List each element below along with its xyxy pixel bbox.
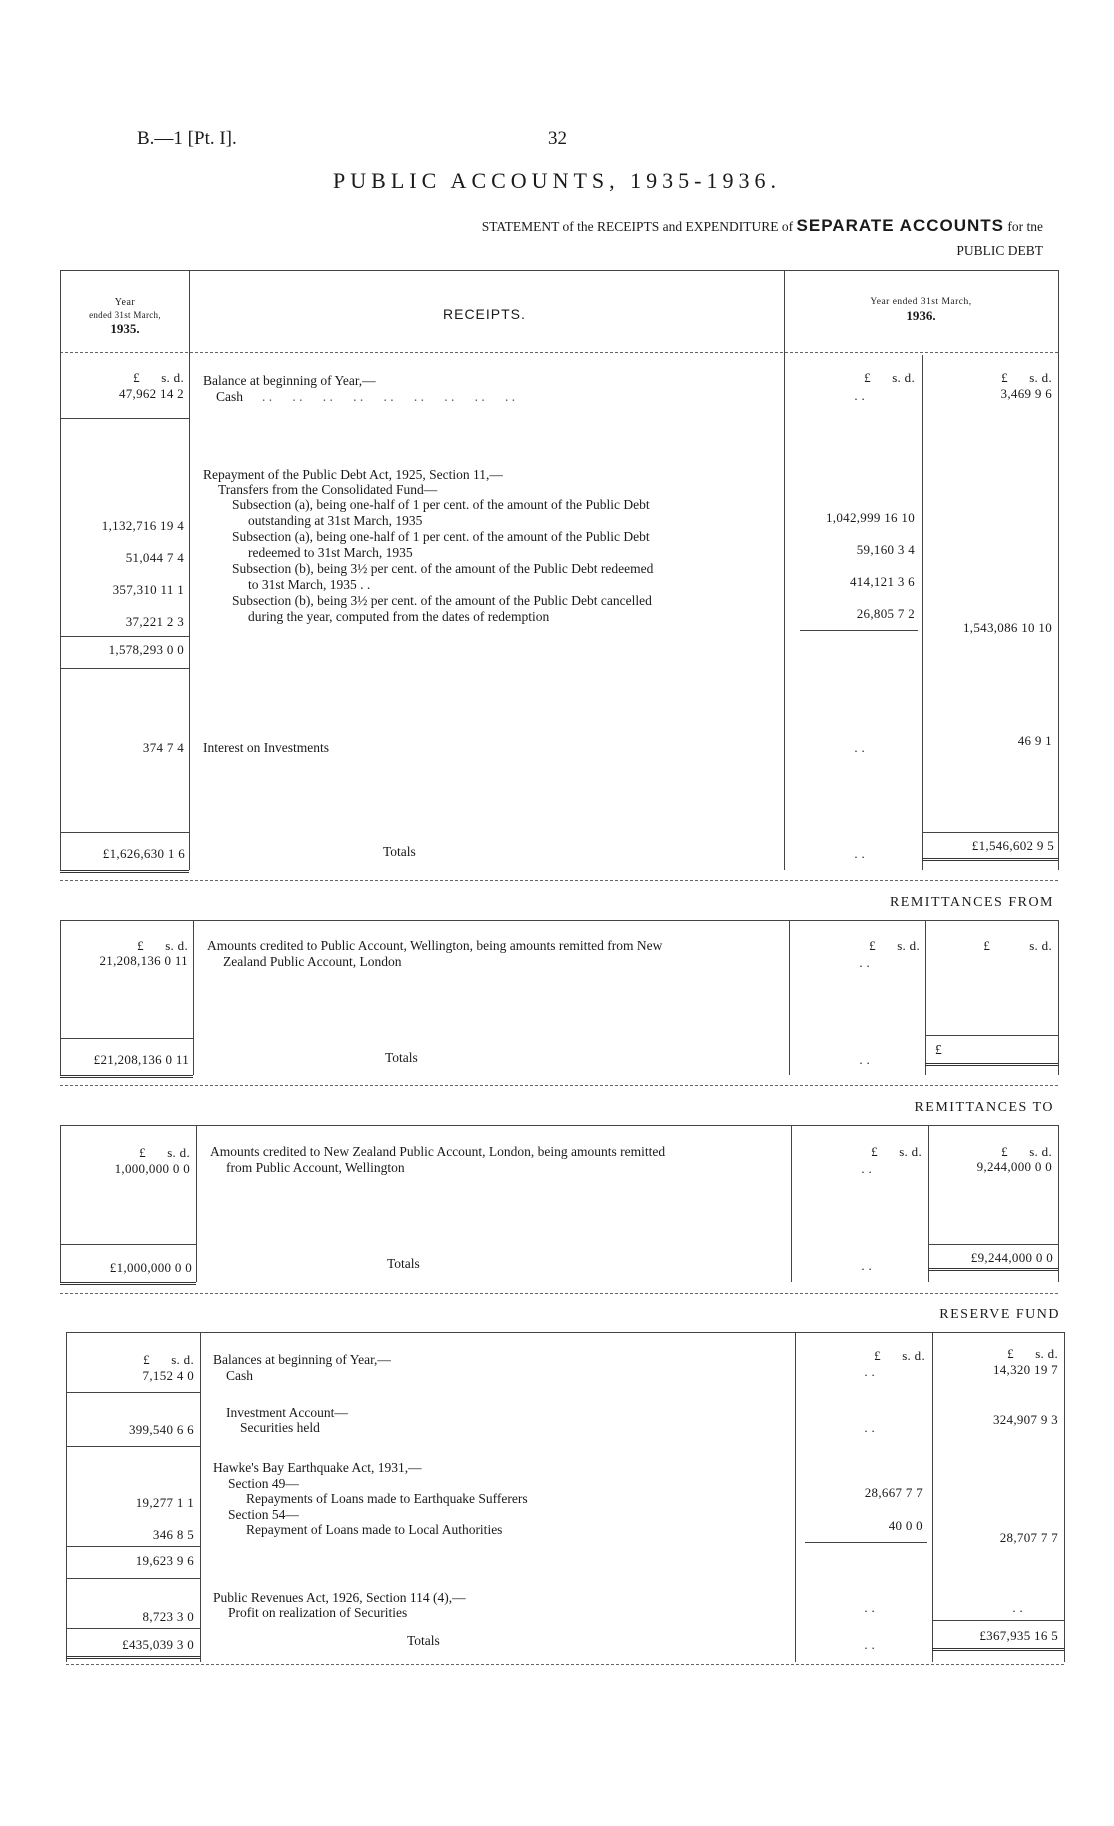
remit-from-line1: Amounts credited to Public Account, Wellington, being amounts remitted from New	[207, 938, 663, 953]
sd-unit: s. d.	[165, 938, 188, 953]
row-rule	[66, 1578, 200, 1579]
totals-rule	[60, 1038, 193, 1039]
sufferers-label: Repayments of Loans made to Earthquake Sufferers	[246, 1491, 528, 1506]
securities-label: Securities held	[240, 1420, 320, 1435]
sd-unit: s. d.	[899, 1144, 922, 1159]
balances-label: Balances at beginning of Year,—	[213, 1352, 391, 1367]
balance-label: Balance at beginning of Year,—	[203, 373, 376, 388]
unit-header	[932, 1144, 1052, 1160]
unit-header	[64, 370, 184, 386]
totals-label: Totals	[407, 1633, 440, 1648]
profit-1935: 8,723 3 0	[142, 1609, 194, 1624]
unit-header	[64, 938, 188, 954]
totals-double-rule	[928, 1268, 1058, 1271]
pound-unit: £	[139, 1145, 146, 1160]
nil-marker: . .	[1012, 1600, 1023, 1615]
sd-unit: s. d.	[171, 1352, 194, 1367]
item-1936: 59,160 3 4	[856, 542, 915, 557]
sd-unit: s. d.	[161, 370, 184, 385]
statement-bold: SEPARATE ACCOUNTS	[796, 216, 1005, 235]
nil-marker: . .	[854, 740, 865, 755]
pound-unit: £	[864, 370, 871, 385]
cash-1936: 14,320 19 7	[992, 1362, 1058, 1377]
item-line2: redeemed to 31st March, 1935	[248, 545, 413, 560]
statement-heading	[482, 214, 1043, 263]
col-divider	[60, 1125, 61, 1282]
pound-unit: £	[133, 370, 140, 385]
right-year-line1: Year ended 31st March,	[870, 297, 972, 307]
item-1935: 357,310 11 1	[112, 582, 184, 597]
left-year-line1: Year	[114, 297, 136, 308]
section-title-remittances-to: REMITTANCES TO	[914, 1100, 1054, 1115]
col-divider	[789, 920, 790, 1075]
table-top-rule	[66, 1332, 1064, 1333]
transfers-label: Transfers from the Consolidated Fund—	[218, 482, 438, 497]
sufferers-1935: 19,277 1 1	[135, 1495, 194, 1510]
col-divider	[196, 1125, 197, 1282]
remit-to-totals-1936: £9,244,000 0 0	[970, 1250, 1053, 1265]
nil-marker: . .	[854, 846, 865, 861]
unit-header	[928, 370, 1052, 386]
remit-to-totals-1935: £1,000,000 0 0	[109, 1260, 192, 1275]
totals-rule	[932, 1620, 1064, 1621]
interest-1936: 46 9 1	[1017, 733, 1052, 748]
item-line2: to 31st March, 1935 . .	[248, 577, 371, 592]
investment-label: Investment Account—	[226, 1405, 348, 1420]
local-1935: 346 8 5	[152, 1527, 194, 1542]
totals-rule	[928, 1244, 1058, 1245]
col-divider	[1058, 270, 1059, 870]
totals-rule	[60, 832, 189, 833]
table-top-rule	[60, 920, 1058, 921]
interest-label: Interest on Investments	[203, 740, 329, 755]
pound-unit: £	[1001, 370, 1008, 385]
right-year-line2: 1936.	[906, 308, 936, 323]
nil-marker: . .	[864, 1637, 875, 1652]
item-line1: Subsection (b), being 3½ per cent. of the amount of the Public Debt redeemed	[232, 561, 654, 576]
row-rule	[60, 636, 189, 637]
sd-unit: s. d.	[1029, 938, 1052, 953]
unit-header	[800, 1348, 925, 1364]
totals-label: Totals	[387, 1256, 420, 1271]
document-code: B.—1 [Pt. I].	[137, 128, 237, 149]
cash-label: Cash	[216, 389, 243, 404]
col-divider	[189, 270, 190, 870]
sd-unit: s. d.	[897, 938, 920, 953]
col-divider	[60, 270, 61, 870]
totals-double-rule	[932, 1648, 1064, 1651]
balance-1935: 47,962 14 2	[118, 386, 184, 401]
section-title-reserve-fund: RESERVE FUND	[939, 1307, 1060, 1322]
unit-header	[64, 1145, 190, 1161]
pound-unit: £	[1001, 1144, 1008, 1159]
unit-header	[795, 938, 920, 954]
local-1936: 40 0 0	[888, 1518, 923, 1533]
remit-from-totals-1935: £21,208,136 0 11	[93, 1052, 189, 1067]
col-divider	[795, 1332, 796, 1662]
pound-unit: £	[869, 938, 876, 953]
totals-rule	[66, 1628, 200, 1629]
col-divider	[925, 920, 926, 1075]
remit-from-totals-1936: £	[935, 1042, 942, 1057]
section-divider	[60, 880, 1058, 881]
hawkes-total-1936: 28,707 7 7	[999, 1530, 1058, 1545]
totals-double-rule	[60, 1282, 196, 1285]
nil-marker: . .	[864, 1420, 875, 1435]
unit-header	[797, 1144, 922, 1160]
totals-1936: £1,546,602 9 5	[971, 838, 1054, 853]
totals-double-rule	[60, 1075, 193, 1078]
local-label: Repayment of Loans made to Local Authorities	[246, 1522, 503, 1537]
profit-label: Profit on realization of Securities	[228, 1605, 408, 1620]
sd-unit: s. d.	[1029, 370, 1052, 385]
right-year-header	[785, 296, 1057, 322]
col-divider	[200, 1332, 201, 1662]
col-divider	[928, 1125, 929, 1282]
remit-from-1935: 21,208,136 0 11	[99, 953, 188, 968]
section-title-remittances-from: REMITTANCES FROM	[889, 895, 1054, 910]
hawkes-total-1935: 19,623 9 6	[135, 1553, 194, 1568]
unit-header	[938, 1346, 1058, 1362]
table-top-rule	[60, 270, 1058, 271]
repayment-label: Repayment of the Public Debt Act, 1925, Section 11,—	[203, 467, 503, 482]
left-year-line2: ended 31st March,	[89, 310, 161, 320]
section-divider	[60, 1293, 1058, 1294]
left-year-line3: 1935.	[110, 321, 140, 336]
remit-to-line2: from Public Account, Wellington	[226, 1160, 405, 1175]
col-divider	[66, 1332, 67, 1662]
item-line2: outstanding at 31st March, 1935	[248, 513, 423, 528]
statement-line2: PUBLIC DEBT	[956, 243, 1043, 258]
balance-1936: 3,469 9 6	[1000, 386, 1052, 401]
col-divider	[791, 1125, 792, 1282]
col-divider	[922, 355, 923, 870]
item-1935: 1,132,716 19 4	[101, 518, 184, 533]
pound-unit: £	[137, 938, 144, 953]
nil-marker: . .	[864, 1600, 875, 1615]
col-divider	[784, 270, 785, 870]
remit-to-line1: Amounts credited to New Zealand Public Account, London, being amounts remitted	[210, 1144, 666, 1159]
revenues-label: Public Revenues Act, 1926, Section 114 (4),—	[213, 1590, 466, 1605]
totals-double-rule	[925, 1063, 1058, 1066]
pound-unit: £	[143, 1352, 150, 1367]
table-top-rule	[60, 1125, 1058, 1126]
totals-label: Totals	[383, 844, 416, 859]
totals-double-rule	[922, 858, 1058, 861]
sd-unit: s. d.	[902, 1348, 925, 1363]
page-title: PUBLIC ACCOUNTS, 1935-1936.	[333, 168, 781, 193]
row-rule	[60, 418, 189, 419]
nil-marker: . .	[859, 1052, 870, 1067]
hawkes-label: Hawke's Bay Earthquake Act, 1931,—	[213, 1460, 422, 1475]
receipts-header: RECEIPTS.	[443, 306, 526, 322]
subtotal-rule	[800, 630, 918, 631]
nil-marker: . .	[861, 1161, 872, 1176]
section-divider	[60, 1085, 1058, 1086]
sufferers-1936: 28,667 7 7	[864, 1485, 923, 1500]
remit-to-1936: 9,244,000 0 0	[976, 1159, 1052, 1174]
col-divider	[932, 1332, 933, 1662]
totals-label: Totals	[385, 1050, 418, 1065]
subtotal-rule	[805, 1542, 927, 1543]
repayment-total-1936: 1,543,086 10 10	[963, 620, 1052, 635]
item-1936: 414,121 3 6	[849, 574, 915, 589]
row-rule	[66, 1546, 200, 1547]
col-divider	[1058, 920, 1059, 1075]
cash-label: Cash	[226, 1368, 253, 1383]
item-line1: Subsection (b), being 3½ per cent. of the amount of the Public Debt cancelled	[232, 593, 652, 608]
nil-marker: . .	[864, 1364, 875, 1379]
nil-marker: . .	[854, 388, 865, 403]
totals-1935: £1,626,630 1 6	[102, 846, 185, 861]
item-line2: during the year, computed from the dates of redemption	[248, 609, 550, 624]
item-1935: 37,221 2 3	[125, 614, 184, 629]
item-line1: Subsection (a), being one-half of 1 per cent. of the amount of the Public Debt	[232, 497, 650, 512]
unit-header	[930, 938, 1052, 954]
sd-unit: s. d.	[167, 1145, 190, 1160]
totals-double-rule	[60, 870, 189, 873]
remit-from-line2: Zealand Public Account, London	[223, 954, 402, 969]
pound-unit: £	[983, 938, 991, 953]
totals-rule	[925, 1035, 1058, 1036]
reserve-totals-1936: £367,935 16 5	[979, 1628, 1058, 1643]
reserve-totals-1935: £435,039 3 0	[122, 1637, 194, 1652]
statement-suffix: for tne	[1007, 219, 1043, 234]
item-line1: Subsection (a), being one-half of 1 per cent. of the amount of the Public Debt	[232, 529, 650, 544]
totals-double-rule	[66, 1656, 200, 1659]
sd-unit: s. d.	[1035, 1346, 1058, 1361]
col-divider	[1064, 1332, 1065, 1662]
sd-unit: s. d.	[1029, 1144, 1052, 1159]
pound-unit: £	[1007, 1346, 1014, 1361]
col-divider	[193, 920, 194, 1075]
interest-1935: 374 7 4	[142, 740, 184, 755]
left-year-header	[60, 296, 190, 335]
leader-dots: . . . . . . . . . . . . . . . . . .	[262, 389, 516, 404]
pound-unit: £	[871, 1144, 878, 1159]
section54-label: Section 54—	[228, 1507, 299, 1522]
section49-label: Section 49—	[228, 1476, 299, 1491]
item-1935: 51,044 7 4	[125, 550, 184, 565]
cash-1935: 7,152 4 0	[142, 1368, 194, 1383]
securities-1935: 399,540 6 6	[128, 1422, 194, 1437]
page-number: 32	[548, 128, 567, 149]
unit-header	[70, 1352, 194, 1368]
totals-rule	[922, 832, 1058, 833]
sd-unit: s. d.	[892, 370, 915, 385]
col-divider	[1058, 1125, 1059, 1282]
unit-header	[790, 370, 915, 386]
header-divider	[60, 352, 1058, 353]
remit-to-1935: 1,000,000 0 0	[114, 1161, 190, 1176]
item-1936: 1,042,999 16 10	[826, 510, 915, 525]
repayment-total-1935: 1,578,293 0 0	[108, 642, 184, 657]
securities-1936: 324,907 9 3	[992, 1412, 1058, 1427]
pound-unit: £	[874, 1348, 881, 1363]
statement-prefix: STATEMENT of the RECEIPTS and EXPENDITURE of	[481, 219, 794, 234]
row-rule	[66, 1392, 200, 1393]
item-1936: 26,805 7 2	[856, 606, 915, 621]
row-rule	[66, 1446, 200, 1447]
section-divider	[66, 1664, 1064, 1665]
row-rule	[60, 668, 189, 669]
nil-marker: . .	[861, 1258, 872, 1273]
nil-marker: . .	[859, 955, 870, 970]
totals-rule	[60, 1244, 196, 1245]
